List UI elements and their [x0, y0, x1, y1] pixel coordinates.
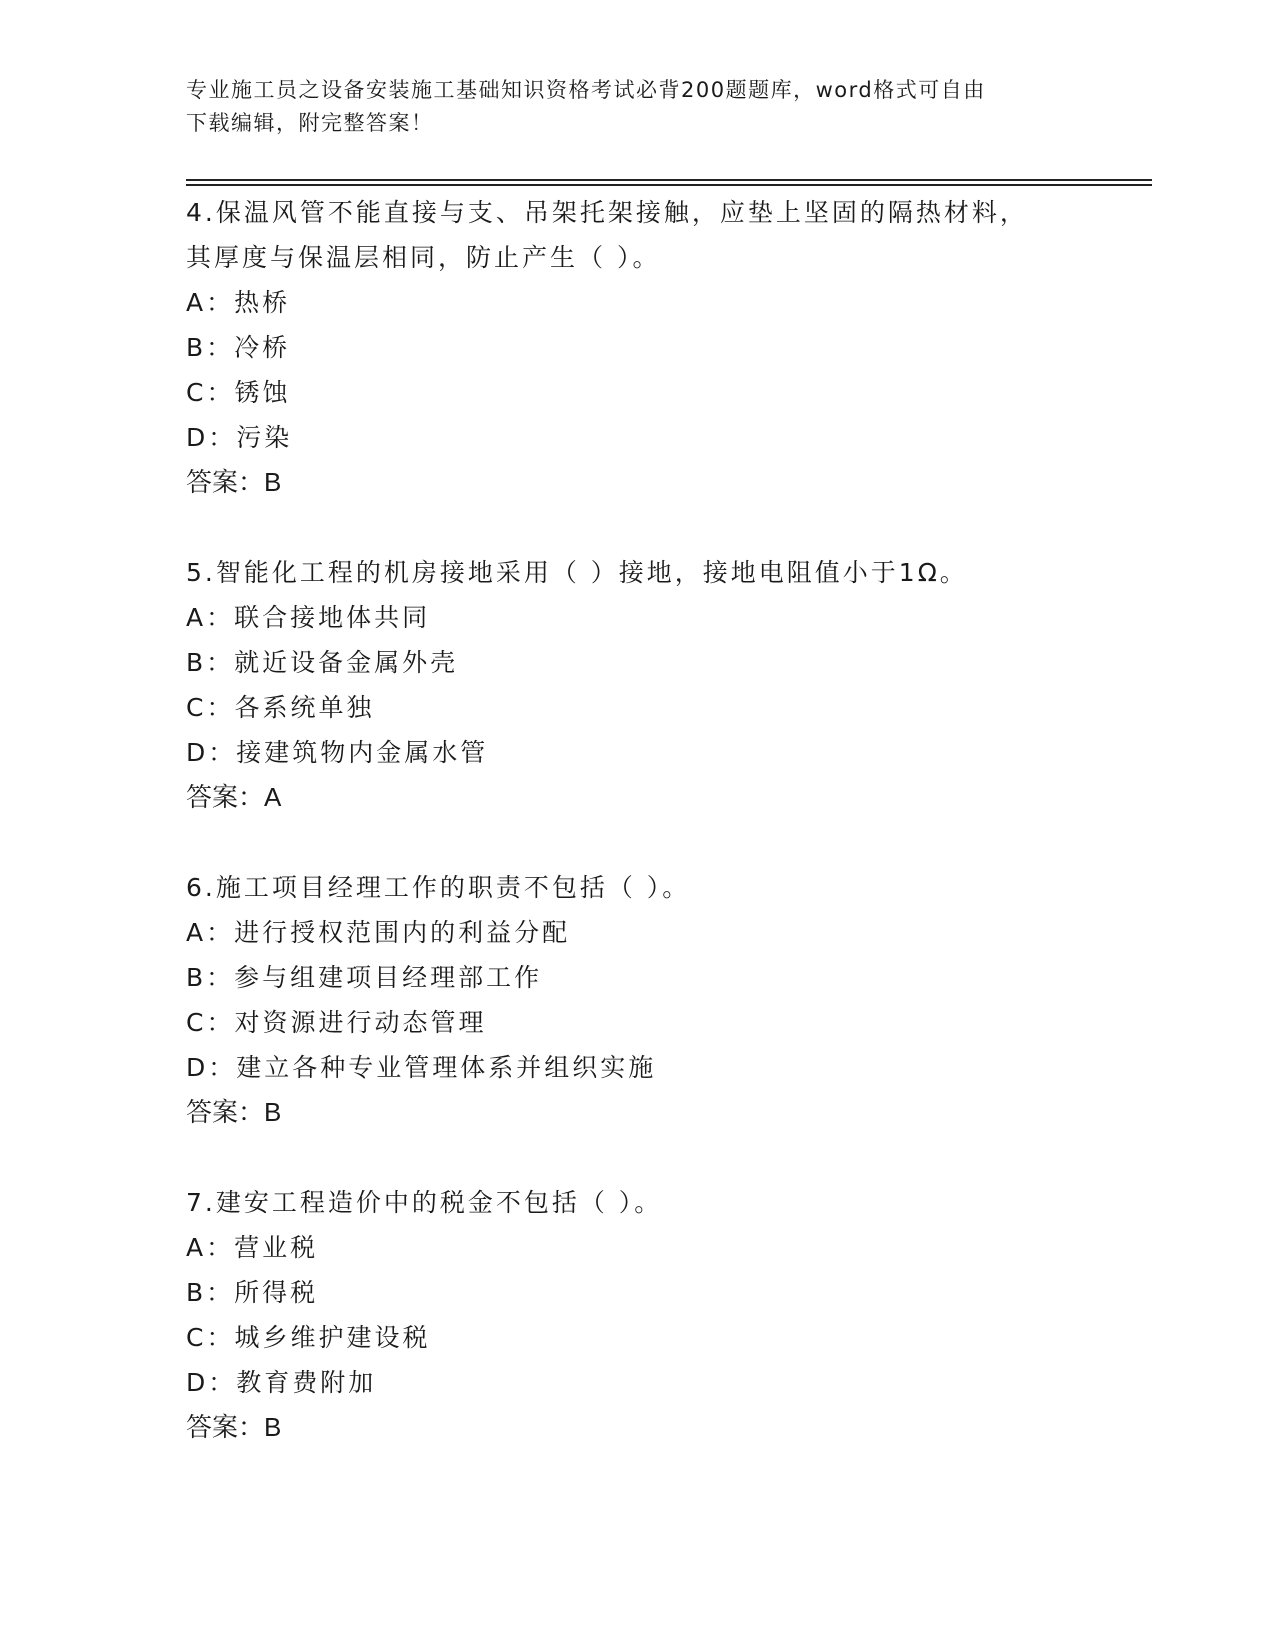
header-line-1: 专业施工员之设备安装施工基础知识资格考试必背200题题库，word格式可自由 — [186, 78, 986, 102]
question-stem: 6.施工项目经理工作的职责不包括（ ）。 — [186, 873, 691, 902]
option-c: C：城乡维护建设税 — [186, 1323, 431, 1352]
option-d: D：污染 — [186, 423, 293, 452]
answer-value: A — [264, 782, 282, 812]
option-a: A：热桥 — [186, 288, 291, 317]
option-a: A：进行授权范围内的利益分配 — [186, 918, 571, 947]
question-4 — [186, 190, 1086, 505]
answer-value: B — [264, 1097, 282, 1127]
option-c: C：各系统单独 — [186, 693, 375, 722]
answer-label: 答案： — [186, 467, 265, 497]
answer-label: 答案： — [186, 782, 265, 812]
question-7 — [186, 1180, 1086, 1450]
answer-value: B — [264, 467, 282, 497]
question-5 — [186, 550, 1086, 820]
option-d: D：接建筑物内金属水管 — [186, 738, 489, 767]
answer-label: 答案： — [186, 1412, 265, 1442]
answer-value: B — [264, 1412, 282, 1442]
answer-line — [186, 460, 1086, 505]
header-line-2: 下载编辑，附完整答案！ — [186, 111, 434, 135]
option-d: D：建立各种专业管理体系并组织实施 — [186, 1053, 657, 1082]
document-header — [186, 74, 1086, 140]
question-stem-continued: 其厚度与保温层相同，防止产生（ ）。 — [186, 243, 661, 272]
answer-label: 答案： — [186, 1097, 265, 1127]
option-d: D：教育费附加 — [186, 1368, 377, 1397]
option-b: B：所得税 — [186, 1278, 319, 1307]
header-divider-top — [186, 179, 1152, 181]
question-6 — [186, 865, 1086, 1135]
answer-line — [186, 1090, 1086, 1135]
header-divider-bottom — [186, 184, 1152, 186]
option-a: A：营业税 — [186, 1233, 319, 1262]
option-c: C：对资源进行动态管理 — [186, 1008, 487, 1037]
answer-line — [186, 1405, 1086, 1450]
question-stem: 5.智能化工程的机房接地采用（ ）接地，接地电阻值小于1Ω。 — [186, 558, 968, 587]
option-b: B：就近设备金属外壳 — [186, 648, 459, 677]
option-c: C：锈蚀 — [186, 378, 291, 407]
question-stem: 7.建安工程造价中的税金不包括（ ）。 — [186, 1188, 663, 1217]
option-a: A：联合接地体共同 — [186, 603, 431, 632]
answer-line — [186, 775, 1086, 820]
question-stem: 4.保温风管不能直接与支、吊架托架接触，应垫上坚固的隔热材料， — [186, 198, 1028, 227]
option-b: B：冷桥 — [186, 333, 291, 362]
option-b: B：参与组建项目经理部工作 — [186, 963, 543, 992]
question-list — [186, 190, 1086, 1495]
